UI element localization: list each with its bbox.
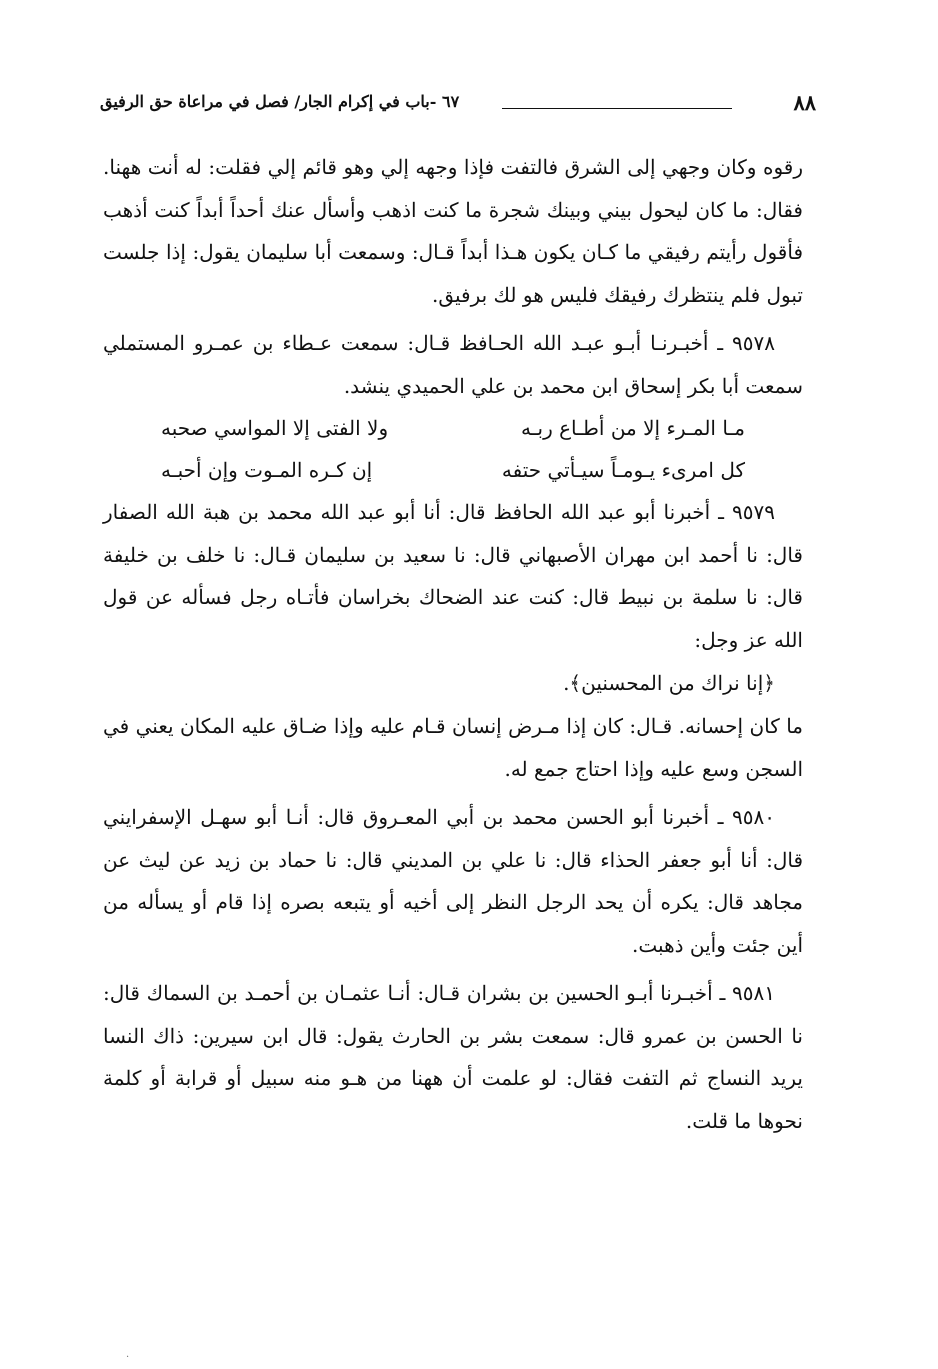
page-header: [100, 90, 816, 124]
page-number: ٨٨: [793, 90, 816, 115]
main-text: [103, 146, 803, 1142]
paragraph-continuation: رقوه وكان وجهي إلى الشرق فالتفت فإذا وجهه إلي وهو قائم إلي فقلت: له أنت هھنا. فقال: ما كان ليحول بيني وبينك شجرة ما كنت اذهب وأسأل عنك أحداً أبداً كنت أذهب فأقول رأيتم رفيقي ما كـان يكون هـذا أبداً قـال: وسمعت أبا سليمان يقول: إذا جلست تبول فلم ينتظرك رفيقك فليس هو لك برفيق.: [103, 155, 803, 307]
scan-mark: ·: [126, 1352, 130, 1363]
header-divider: [502, 108, 732, 109]
narration-9581: ٩٥٨١ ـ أخبـرنا أبـو الحسين بن بشران قـال: أنـا عثمـان بن أحمـد بن السماك قال: نا الحسن بن عمرو قال: سمعت بشر بن الحارث يقول: قال ابن سيرين: ذاك النسا يريد النساج ثم التفت فقال: لو علمت أن ههنا من هـو منه سبيل أو قرابة أو كلمة نحوها ما قلت.: [103, 981, 803, 1133]
verse-1-second-hemistich: ولا الفتى إلا المواسي صحبه: [161, 416, 389, 440]
narration-9580: ٩٥٨٠ ـ أخبرنا أبو الحسن محمد بن أبي المعـروق قال: أنـا أبو سهـل الإسفرايني قال: أنا أبو جعفر الحذاء قال: نا علي بن المديني قال: نا حماد بن زيد عن ليث عن مجاهد قال: يكره أن يحد الرجل النظر إلى أخيه أو يتبعه بصره إذا قام أو يسأله من أين جئت وأين ذهبت.: [103, 805, 803, 957]
verse-2-first-hemistich: كل امرىء يـومـاً سيـأتي حتفه: [501, 458, 745, 482]
verse-1-first-hemistich: مـا المـرء إلا من أطـاع ربـه: [520, 416, 745, 440]
poem-verse-2: [103, 449, 803, 491]
narration-9579: ٩٥٧٩ ـ أخبرنا أبو عبد الله الحافظ قال: أنا أبو عبد الله محمد بن هبة الله الصفار قال: نا أحمد ابن مهران الأصبهاني قال: نا سعيد بن سليمان قـال: نا خلف بن خليفة قال: نا سلمة بن نبيط قال: كنت عند الضحاك بخراسان فأتـاه رجل فسأله عن قول الله عز وجل:: [103, 500, 803, 652]
running-title: ٦٧ -باب في إكرام الجار/ فصل في مراعاة حق الرفيق: [100, 92, 460, 111]
poem-verse-1: [103, 407, 803, 449]
narration-9578: ٩٥٧٨ ـ أخبـرنـا أبـو عبـد الله الحـافظ قـال: سمعت عـطاء بن عمـرو المستملي سمعت أبا بكر إسحاق ابن محمد بن علي الحميدي ينشد.: [103, 331, 803, 398]
paragraph-explanation: ما كان إحسانه. قـال: كان إذا مـرض إنسان قـام عليه وإذا ضـاق عليه المكان يعني في السجن وسع عليه وإذا احتاج جمع له.: [103, 714, 803, 781]
quran-quote: ﴿إنا نراك من المحسنين﴾.: [563, 671, 775, 695]
verse-2-second-hemistich: إن كـره المـوت وإن أحبـه: [161, 458, 373, 482]
